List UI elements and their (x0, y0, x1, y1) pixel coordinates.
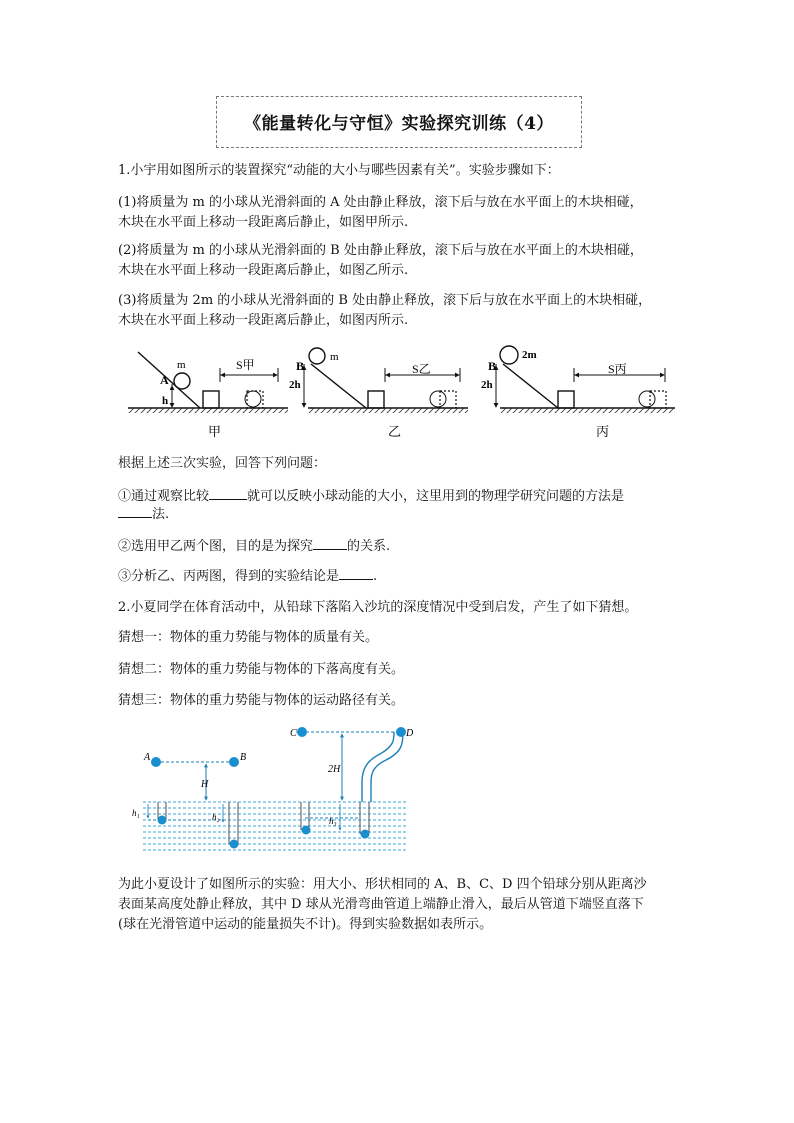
ball-b (229, 757, 239, 767)
mass-label-yi: m (330, 351, 339, 363)
label-h2: h₂ (212, 812, 220, 822)
answer-blank-4[interactable] (339, 565, 373, 580)
label-2h: 2H (328, 764, 341, 775)
point-label-yi: B (296, 359, 305, 373)
point-label-jia: A (160, 373, 169, 387)
q2-guess1: 猜想一：物体的重力势能与物体的质量有关。 (118, 630, 379, 645)
label-d: D (406, 728, 414, 739)
q1-answer1: ①通过观察比较 就可以反映小球动能的大小，这里用到的物理学研究问题的方法是 (118, 485, 683, 507)
height-label-bing: 2h (481, 379, 493, 391)
q1-lead: 根据上述三次实验，回答下列问题： (118, 456, 327, 471)
caption-bing: 丙 (596, 424, 610, 439)
page-title: 《能量转化与守恒》实验探究训练（4） (244, 114, 554, 134)
q1-step3-line2: 木块在水平面上移动一段距离后静止，如图丙所示. (118, 313, 409, 328)
q1-answer1-cont: 法. (118, 503, 683, 525)
q2-desc-line1: 为此小夏设计了如图所示的实验：用大小、形状相同的 A、B、C、D 四个铅球分别从距离沙 (118, 877, 647, 892)
figure-jia (128, 352, 288, 439)
q1-step3-line1: (3)将质量为 2m 的小球从光滑斜面的 B 处由静止释放，滚下后与放在水平面上的木块相碰， (118, 293, 652, 308)
title-box (216, 96, 582, 148)
q2-intro: 2.小夏同学在体育活动中，从铅球下落陷入沙坑的深度情况中受到启发，产生了如下猜想。 (118, 600, 638, 615)
label-b: B (240, 752, 247, 763)
answer-blank-1[interactable] (209, 485, 247, 500)
q1-answer3: ③分析乙、丙两图，得到的实验结论是 . (118, 565, 683, 587)
sand-pit (143, 802, 408, 850)
q1-intro: 1.小宇用如图所示的装置探究“动能的大小与哪些因素有关”。实验步骤如下： (118, 163, 560, 178)
dist-label-bing: S丙 (608, 362, 627, 376)
ball-c (297, 727, 307, 737)
q1-step1-line2: 木块在水平面上移动一段距离后静止，如图甲所示. (118, 215, 409, 230)
caption-jia: 甲 (208, 424, 222, 439)
height-label-yi: 2h (289, 379, 301, 391)
mass-label-jia: m (177, 359, 186, 371)
dist-label-yi: S乙 (412, 362, 431, 376)
q1-answer2: ②选用甲乙两个图，目的是为探究 的关系. (118, 535, 683, 557)
caption-yi: 乙 (388, 424, 402, 439)
label-h: H (201, 779, 209, 790)
q2-guess3: 猜想三：物体的重力势能与物体的运动路径有关。 (118, 693, 405, 708)
figure-yi (289, 348, 468, 439)
label-h1: h₁ (132, 808, 140, 818)
ball-d (396, 727, 406, 737)
q1-figure (128, 342, 688, 447)
mass-label-bing: 2m (522, 349, 537, 361)
q1-step2-line1: (2)将质量为 m 的小球从光滑斜面的 B 处由静止释放，滚下后与放在水平面上的木块相碰， (118, 243, 643, 258)
height-label-jia: h (162, 395, 169, 407)
label-a: A (144, 752, 151, 763)
label-c: C (290, 728, 297, 739)
answer-blank-2[interactable] (118, 503, 152, 518)
dist-label-jia: S甲 (236, 358, 255, 372)
q2-figure (128, 720, 428, 860)
figure-bing (481, 346, 675, 439)
ball-a (151, 757, 161, 767)
q1-step2-line2: 木块在水平面上移动一段距离后静止，如图乙所示. (118, 263, 409, 278)
label-h3: h₃ (329, 816, 337, 826)
point-label-bing: B (488, 359, 497, 373)
q2-guess2: 猜想二：物体的重力势能与物体的下落高度有关。 (118, 662, 405, 677)
q2-desc-line3: (球在光滑管道中运动的能量损失不计)。得到实验数据如表所示。 (118, 917, 493, 932)
q2-desc-line2: 表面某高度处静止释放，其中 D 球从光滑弯曲管道上端静止滑入，最后从管道下端竖直落下 (118, 897, 644, 912)
q1-step1-line1: (1)将质量为 m 的小球从光滑斜面的 A 处由静止释放，滚下后与放在水平面上的木块相碰， (118, 195, 643, 210)
answer-blank-3[interactable] (313, 535, 347, 550)
